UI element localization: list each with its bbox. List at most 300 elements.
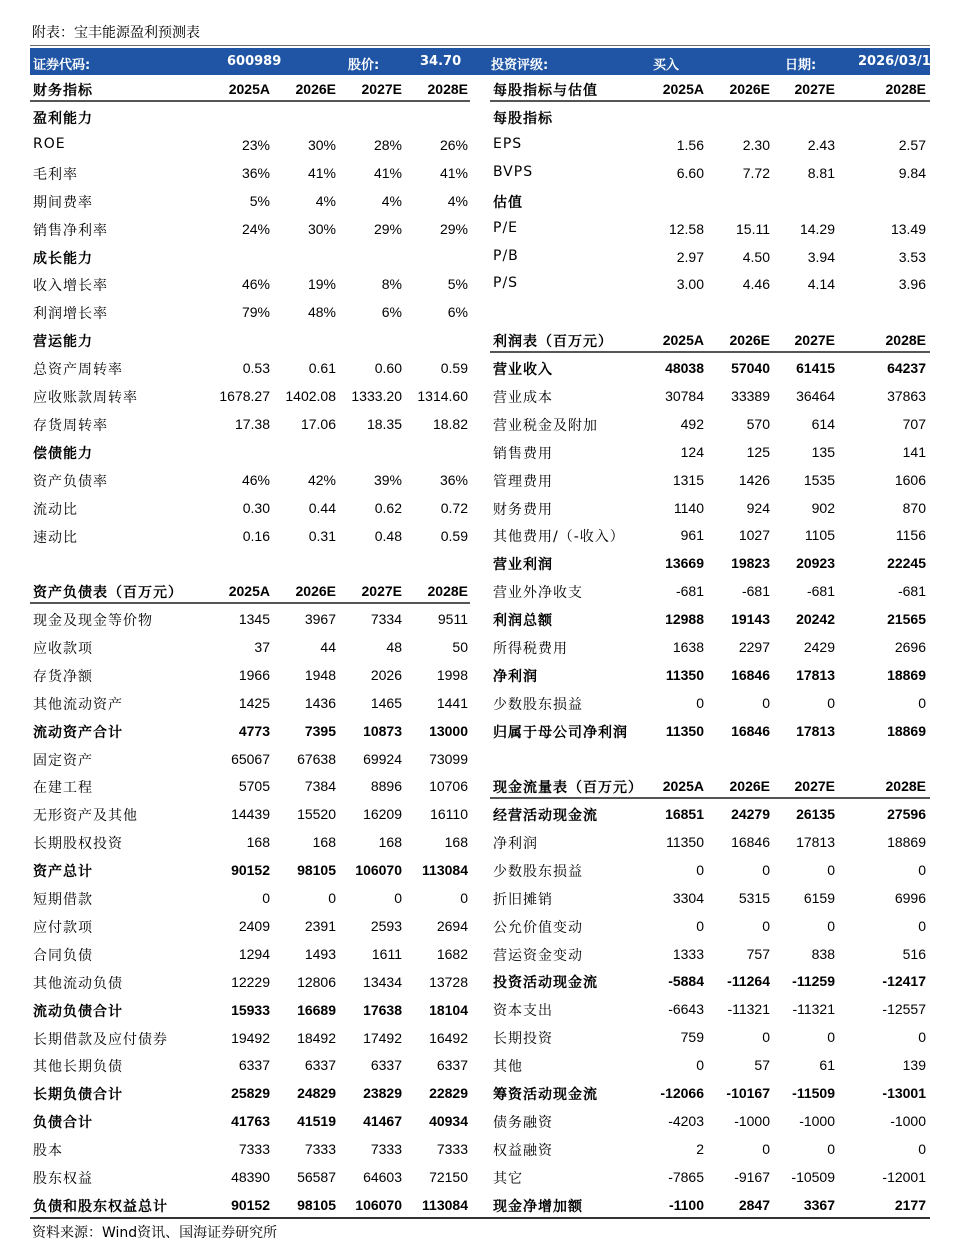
row-value: 37863 xyxy=(887,387,926,404)
row-label: 现金净增加额 xyxy=(493,1198,583,1215)
table-row xyxy=(490,1163,930,1191)
row-value: 0.48 xyxy=(374,527,402,544)
row-value: 13434 xyxy=(363,973,402,990)
table-header-label: 每股指标与估值 xyxy=(493,83,598,99)
table-header-label: 利润表（百万元） xyxy=(493,334,613,350)
table-row xyxy=(30,856,470,884)
row-value: 19% xyxy=(307,276,336,293)
row-value: -4203 xyxy=(668,1112,704,1129)
row-value: 46% xyxy=(241,471,270,488)
row-value: 757 xyxy=(746,945,770,962)
row-value: 759 xyxy=(680,1029,704,1046)
report-title: 附表：宝丰能源盈利预测表 xyxy=(32,25,200,41)
row-value: 1315 xyxy=(672,471,704,488)
table-row xyxy=(490,940,930,968)
row-label: 短期借款 xyxy=(33,892,93,908)
year-header: 2028E xyxy=(885,778,926,794)
row-value: 8% xyxy=(381,276,402,293)
row-value: -12417 xyxy=(882,973,926,990)
row-value: 36% xyxy=(241,164,270,181)
price-value: 34.70 xyxy=(420,54,462,69)
row-value: 1426 xyxy=(738,471,770,488)
table-row xyxy=(490,187,930,215)
row-value: 9511 xyxy=(437,611,468,627)
table-row xyxy=(490,410,930,438)
row-label: 其他费用/（-收入） xyxy=(493,529,625,546)
row-label: 财务费用 xyxy=(493,501,553,518)
row-value: 48 xyxy=(386,638,402,655)
row-label: 固定资产 xyxy=(33,752,93,769)
row-value: 16846 xyxy=(731,722,770,739)
row-label: 其他长期负债 xyxy=(33,1059,123,1076)
row-value: 2.57 xyxy=(898,136,926,153)
row-value: -1000 xyxy=(734,1112,770,1129)
table-header xyxy=(490,772,930,799)
row-value: 29% xyxy=(373,220,402,237)
row-value: 61415 xyxy=(796,360,835,376)
row-label: 所得税费用 xyxy=(493,641,568,657)
row-label: P/E xyxy=(493,219,519,236)
row-value: 0 xyxy=(696,694,704,711)
row-value: 30784 xyxy=(665,387,704,404)
row-label: 应收账款周转率 xyxy=(33,390,138,406)
row-value: 13.49 xyxy=(890,220,926,237)
row-value: 37 xyxy=(254,638,270,655)
row-value: 168 xyxy=(444,834,468,851)
row-value: 65067 xyxy=(231,750,270,767)
row-value: -7865 xyxy=(668,1168,704,1185)
row-value: 0.72 xyxy=(440,499,468,516)
row-value: 6996 xyxy=(894,889,926,906)
row-value: 7333 xyxy=(304,1141,336,1158)
row-value: 4% xyxy=(315,192,336,209)
row-value: 16689 xyxy=(297,1001,336,1018)
row-value: 1333 xyxy=(672,945,704,962)
row-label: 成长能力 xyxy=(33,250,93,267)
row-value: 2694 xyxy=(436,917,468,934)
row-value: 838 xyxy=(811,945,835,962)
row-label: 合同负债 xyxy=(33,947,93,964)
row-value: 0 xyxy=(918,1140,926,1157)
row-value: 30% xyxy=(307,220,336,237)
row-value: 41% xyxy=(307,164,336,181)
row-value: -13001 xyxy=(882,1085,926,1101)
row-value: 56587 xyxy=(297,1169,336,1185)
row-label: 现金及现金等价物 xyxy=(33,613,153,629)
row-value: 16492 xyxy=(429,1029,468,1046)
row-value: 17813 xyxy=(796,833,835,850)
stock-info-banner xyxy=(30,48,940,75)
row-label: P/B xyxy=(493,247,519,264)
row-label: 长期股权投资 xyxy=(33,836,123,853)
row-value: -9167 xyxy=(734,1168,770,1185)
table-row xyxy=(490,131,930,159)
row-value: 17638 xyxy=(363,1001,402,1018)
row-label: 负债和股东权益总计 xyxy=(33,1198,168,1215)
row-value: 26% xyxy=(439,136,468,153)
table-row xyxy=(30,605,470,633)
row-value: 20923 xyxy=(796,555,835,572)
row-value: -1000 xyxy=(890,1112,926,1129)
row-value: 4.50 xyxy=(742,248,770,265)
year-header: 2026E xyxy=(295,583,336,599)
row-value: 106070 xyxy=(355,862,402,879)
row-value: 46% xyxy=(241,276,270,293)
row-label: 流动比 xyxy=(33,501,78,518)
row-value: 21565 xyxy=(887,611,926,628)
row-value: 25829 xyxy=(231,1085,270,1102)
row-value: 0.62 xyxy=(374,499,402,516)
row-value: 27596 xyxy=(887,806,926,822)
row-value: 33389 xyxy=(731,387,770,404)
row-value: -1000 xyxy=(799,1112,835,1129)
row-label: 营业利润 xyxy=(493,557,553,574)
table-row xyxy=(30,996,470,1024)
row-label: 利润总额 xyxy=(493,613,553,630)
year-header: 2026E xyxy=(295,81,336,97)
row-value: 3.53 xyxy=(898,248,926,265)
table-row xyxy=(490,1191,930,1219)
source-note: 资料来源：Wind资讯、国海证券研究所 xyxy=(32,1225,278,1241)
row-value: 124 xyxy=(680,443,704,460)
row-value: 22829 xyxy=(429,1085,468,1102)
table-row xyxy=(30,968,470,996)
table-row xyxy=(490,103,930,131)
row-value: 4773 xyxy=(238,722,270,739)
year-header: 2028E xyxy=(885,332,926,348)
table-row xyxy=(30,828,470,856)
row-value: 28% xyxy=(373,136,402,153)
row-value: 0 xyxy=(762,694,770,711)
bottom-rule xyxy=(30,1217,930,1219)
row-value: 24279 xyxy=(731,806,770,822)
table-row xyxy=(30,1191,470,1219)
row-value: 18869 xyxy=(887,666,926,683)
row-value: 870 xyxy=(902,499,926,516)
row-value: 24% xyxy=(241,220,270,237)
table-row xyxy=(30,1163,470,1191)
row-value: 98105 xyxy=(297,862,336,879)
row-value: 8896 xyxy=(370,778,402,795)
row-value: 2177 xyxy=(894,1196,926,1213)
row-value: 23% xyxy=(241,136,270,153)
row-value: 15933 xyxy=(231,1001,270,1018)
row-label: 折旧摊销 xyxy=(493,891,553,908)
row-value: 17813 xyxy=(796,722,835,739)
row-value: 3304 xyxy=(672,889,704,906)
row-label: 估值 xyxy=(493,194,523,211)
row-value: 902 xyxy=(811,499,835,516)
row-value: 0 xyxy=(762,861,770,878)
table-header xyxy=(490,326,930,353)
year-header: 2027E xyxy=(361,583,402,599)
table-row xyxy=(490,1107,930,1135)
table-row xyxy=(490,1135,930,1163)
table-row xyxy=(490,717,930,745)
row-value: 29% xyxy=(439,220,468,237)
year-header: 2025A xyxy=(662,332,704,348)
row-label: EPS xyxy=(493,135,523,152)
row-value: 24829 xyxy=(297,1085,336,1102)
row-label: 收入增长率 xyxy=(33,278,108,295)
row-value: 72150 xyxy=(429,1169,468,1185)
row-label: 期间费率 xyxy=(33,194,93,211)
row-value: -12001 xyxy=(882,1168,926,1185)
row-label: 少数股东损益 xyxy=(493,863,583,880)
year-header: 2026E xyxy=(729,332,770,348)
row-value: -11321 xyxy=(792,1001,835,1018)
row-value: 61 xyxy=(819,1057,835,1074)
row-value: 18869 xyxy=(887,722,926,739)
table-header-label: 财务指标 xyxy=(33,83,93,99)
row-value: 23829 xyxy=(363,1085,402,1102)
table-row xyxy=(30,298,470,326)
row-value: 19823 xyxy=(731,555,770,572)
row-value: 614 xyxy=(811,415,835,432)
table-row xyxy=(30,131,470,159)
row-label: 利润增长率 xyxy=(33,306,108,323)
row-value: 0 xyxy=(262,890,270,906)
row-value: 16110 xyxy=(430,806,468,823)
row-value: 1493 xyxy=(304,945,336,962)
row-value: 125 xyxy=(746,443,770,460)
year-header: 2026E xyxy=(729,81,770,97)
row-label: 应付款项 xyxy=(33,919,93,936)
row-value: 1027 xyxy=(738,527,770,544)
row-value: 17.38 xyxy=(234,415,270,432)
table-row xyxy=(490,354,930,382)
row-value: 39% xyxy=(373,471,402,488)
year-header: 2028E xyxy=(427,583,468,599)
row-value: 6% xyxy=(447,304,468,321)
table-row xyxy=(30,633,470,661)
row-value: 168 xyxy=(378,834,402,851)
row-value: 67638 xyxy=(297,750,336,767)
table-header xyxy=(490,75,930,102)
table-row xyxy=(30,215,470,243)
year-header: 2027E xyxy=(794,81,835,97)
row-value: 3367 xyxy=(803,1196,835,1213)
row-label: 营运能力 xyxy=(33,334,93,351)
row-value: 41519 xyxy=(297,1113,336,1130)
row-value: 13669 xyxy=(665,555,704,572)
table-row xyxy=(30,326,470,354)
row-label: 长期借款及应付债券 xyxy=(33,1031,168,1048)
row-label: 销售费用 xyxy=(493,445,553,462)
row-value: 19143 xyxy=(731,611,770,628)
row-value: 18.82 xyxy=(432,415,468,432)
table-row xyxy=(30,1079,470,1107)
row-value: 4.14 xyxy=(807,276,835,293)
row-label: 盈利能力 xyxy=(33,111,93,127)
row-value: 135 xyxy=(811,443,835,460)
row-value: 20242 xyxy=(796,611,835,628)
row-value: 6159 xyxy=(803,889,835,906)
table-row xyxy=(490,438,930,466)
table-row xyxy=(490,549,930,577)
row-value: 5% xyxy=(447,276,468,293)
row-value: 0 xyxy=(918,861,926,878)
row-value: 1294 xyxy=(238,945,270,962)
row-value: 3.96 xyxy=(898,276,926,293)
row-value: 0 xyxy=(918,694,926,711)
table-row xyxy=(30,270,470,298)
year-header: 2027E xyxy=(361,81,402,97)
row-label: 速动比 xyxy=(33,529,78,546)
row-value: 98105 xyxy=(297,1196,336,1213)
row-value: 4.46 xyxy=(742,276,770,293)
row-label: 长期负债合计 xyxy=(33,1087,123,1104)
row-value: 48390 xyxy=(231,1169,270,1185)
table-row xyxy=(30,354,470,382)
row-value: 57 xyxy=(754,1057,770,1074)
table-row xyxy=(490,967,930,995)
row-value: 73099 xyxy=(429,750,468,767)
row-value: 5% xyxy=(249,192,270,209)
row-value: 7.72 xyxy=(742,164,770,181)
row-label: 总资产周转率 xyxy=(33,362,123,379)
table-row xyxy=(490,1079,930,1107)
row-value: 30% xyxy=(307,136,336,153)
table-row xyxy=(490,633,930,661)
rating-value: 买入 xyxy=(653,58,680,73)
row-value: 90152 xyxy=(231,1196,270,1213)
row-value: 7384 xyxy=(304,778,336,795)
row-value: 924 xyxy=(746,499,770,516)
row-value: -11509 xyxy=(792,1085,835,1101)
year-header: 2025A xyxy=(228,81,270,97)
row-value: 0 xyxy=(762,1140,770,1157)
row-label: 管理费用 xyxy=(493,473,553,490)
row-value: 41467 xyxy=(363,1113,402,1130)
year-header: 2027E xyxy=(794,332,835,348)
row-value: 12.58 xyxy=(668,220,704,237)
table-row xyxy=(30,912,470,940)
table-row xyxy=(490,215,930,243)
table-row xyxy=(490,1023,930,1051)
row-value: 113084 xyxy=(422,1196,468,1213)
row-value: 0 xyxy=(460,890,468,906)
row-value: 48% xyxy=(307,304,336,321)
row-value: 12229 xyxy=(231,973,270,990)
row-value: -681 xyxy=(675,583,704,600)
table-row xyxy=(30,800,470,828)
row-value: 0.60 xyxy=(374,360,402,377)
table-row xyxy=(490,494,930,522)
row-value: 1998 xyxy=(436,666,468,683)
row-value: 3.94 xyxy=(807,248,835,265)
row-label: 其他流动资产 xyxy=(33,696,123,713)
row-value: 64603 xyxy=(363,1169,402,1185)
row-label: 债务融资 xyxy=(493,1114,553,1131)
row-value: 0 xyxy=(827,694,835,711)
row-value: 50 xyxy=(452,638,468,655)
row-value: 1678.27 xyxy=(219,388,270,404)
row-value: 6% xyxy=(381,304,402,321)
row-value: 2409 xyxy=(238,917,270,934)
row-value: 1465 xyxy=(370,694,402,711)
row-label: 存货周转率 xyxy=(33,417,108,434)
table-row xyxy=(490,159,930,187)
table-header-label: 现金流量表（百万元） xyxy=(493,780,643,796)
table-row xyxy=(30,689,470,717)
table-row xyxy=(490,828,930,856)
code-value: 600989 xyxy=(227,54,282,69)
row-value: 7334 xyxy=(370,611,402,627)
row-value: 4% xyxy=(447,192,468,209)
row-value: 141 xyxy=(902,443,926,460)
date-value: 2026/03/13 xyxy=(858,54,940,69)
table-row xyxy=(30,159,470,187)
row-label: 负债合计 xyxy=(33,1115,93,1132)
row-value: 1402.08 xyxy=(285,388,336,404)
year-header: 2027E xyxy=(794,778,835,794)
row-value: 2696 xyxy=(894,639,926,655)
price-label: 股价: xyxy=(348,58,380,73)
row-value: 7333 xyxy=(238,1141,270,1158)
row-label: 权益融资 xyxy=(493,1142,553,1159)
row-value: -681 xyxy=(806,583,835,600)
row-value: 79% xyxy=(241,304,270,321)
table-row xyxy=(30,1135,470,1163)
row-value: 1345 xyxy=(238,611,270,627)
row-label: 其它 xyxy=(493,1170,523,1187)
row-value: 707 xyxy=(902,415,926,432)
row-value: 0 xyxy=(827,861,835,878)
row-value: 18104 xyxy=(429,1001,468,1018)
row-value: 0 xyxy=(827,1140,835,1157)
row-value: 2026 xyxy=(370,666,402,683)
row-value: 0 xyxy=(328,890,336,906)
row-value: 6337 xyxy=(238,1057,270,1074)
row-value: 18492 xyxy=(297,1029,336,1046)
row-value: 10706 xyxy=(429,778,468,795)
table-row xyxy=(30,243,470,271)
row-label: 其他流动负债 xyxy=(33,975,123,992)
row-value: 0.61 xyxy=(308,360,336,377)
top-rule xyxy=(30,45,930,46)
row-value: 48038 xyxy=(665,360,704,376)
table-row xyxy=(30,884,470,912)
row-value: 516 xyxy=(902,945,926,962)
row-label: 营业税金及附加 xyxy=(493,417,598,434)
table-row xyxy=(30,410,470,438)
row-label: 筹资活动现金流 xyxy=(493,1087,598,1103)
row-label: 销售净利率 xyxy=(33,222,108,239)
row-label: 在建工程 xyxy=(33,780,93,797)
code-label: 证券代码: xyxy=(33,58,91,73)
row-value: 2 xyxy=(696,1140,704,1157)
row-value: 1948 xyxy=(304,666,336,683)
table-row xyxy=(30,1024,470,1052)
row-value: 0 xyxy=(827,1029,835,1046)
row-value: 0 xyxy=(762,1029,770,1046)
row-value: -12066 xyxy=(660,1085,704,1101)
row-value: 0.16 xyxy=(242,527,270,544)
rating-label: 投资评级: xyxy=(491,58,549,73)
row-value: 16846 xyxy=(731,666,770,683)
row-value: 2.43 xyxy=(807,136,835,153)
row-value: 18.35 xyxy=(366,415,402,432)
row-value: 0 xyxy=(762,917,770,934)
row-value: 16851 xyxy=(665,806,704,822)
row-value: 11350 xyxy=(665,666,704,683)
row-label: 投资活动现金流 xyxy=(493,975,598,992)
row-label: 无形资产及其他 xyxy=(33,808,138,825)
row-value: 11350 xyxy=(666,833,704,850)
row-value: 1682 xyxy=(436,945,468,962)
row-value: 0.30 xyxy=(242,499,270,516)
